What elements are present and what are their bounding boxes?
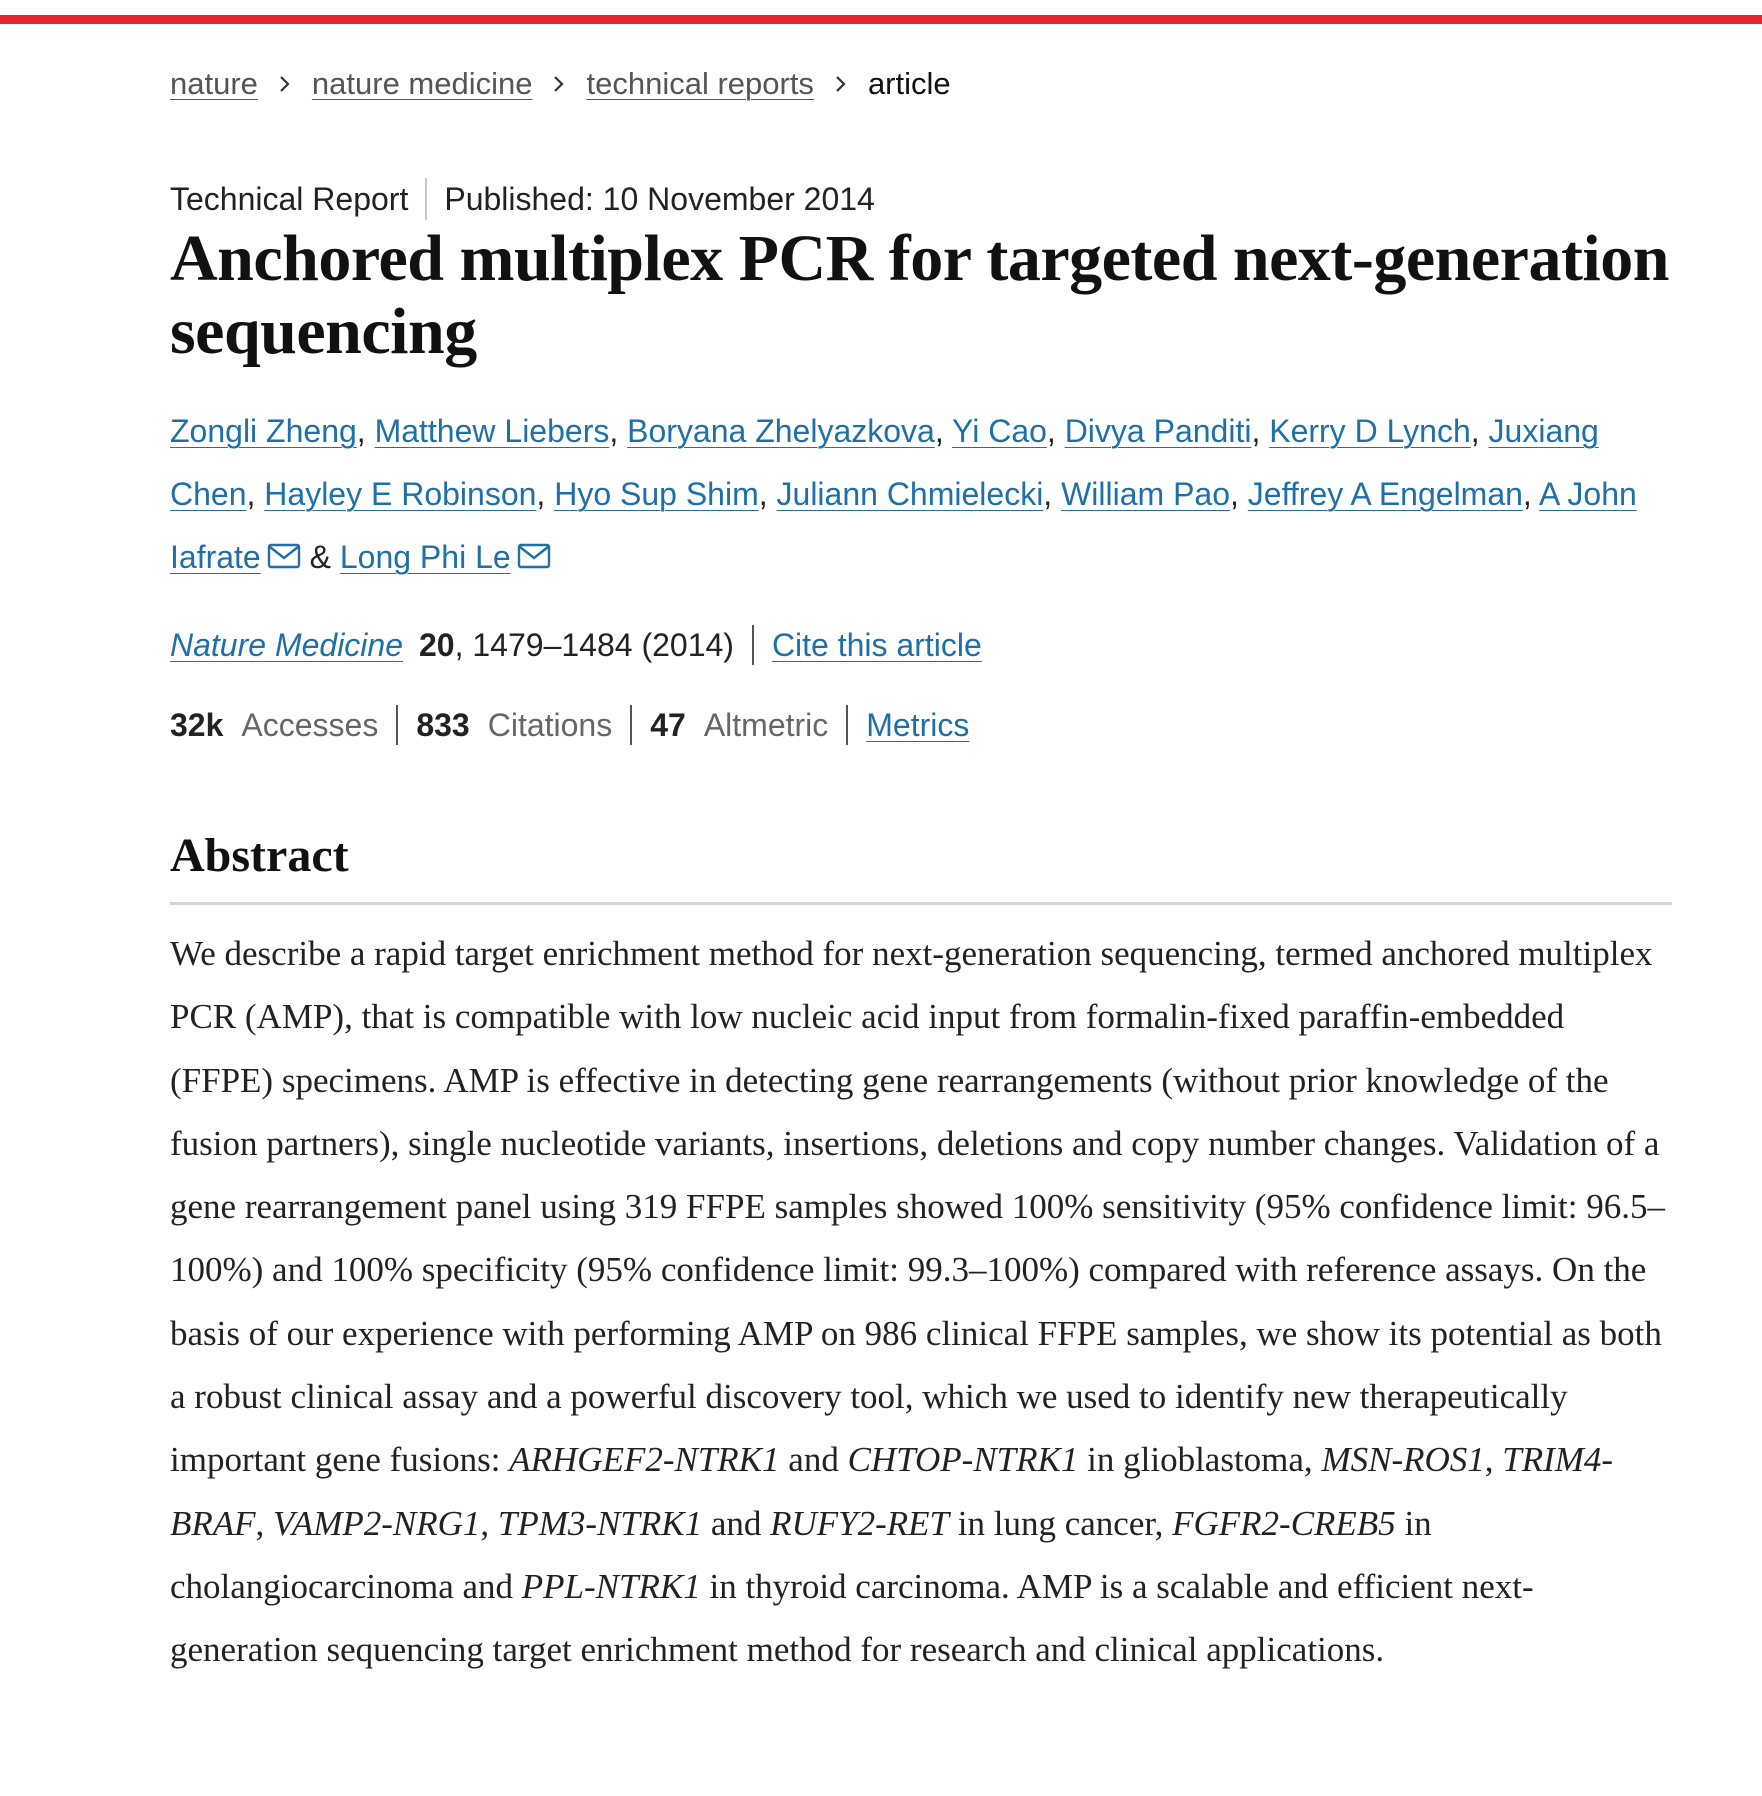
author-link[interactable]: Yi Cao — [952, 413, 1047, 449]
author-separator: , — [758, 476, 777, 512]
gene-fusion: VAMP2-NRG1 — [273, 1503, 481, 1543]
author-link[interactable]: Boryana Zhelyazkova — [627, 413, 935, 449]
abstract-text-segment: and — [779, 1440, 848, 1480]
abstract-text-segment: , — [255, 1503, 274, 1543]
corresponding-author-link[interactable]: Long Phi Le — [339, 539, 511, 575]
corresponding-author-link[interactable]: A John Iafrate — [170, 476, 1637, 575]
chevron-right-icon — [532, 75, 586, 93]
author-link[interactable]: Juxiang Chen — [170, 413, 1599, 512]
abstract-text-segment: in thyroid carcinoma. AMP is a scalable and efficient next-generation sequencing target enrichment method for research and clinical applications. — [170, 1566, 1534, 1670]
author-link[interactable]: Jeffrey A Engelman — [1247, 476, 1523, 512]
author-separator: , — [1470, 413, 1489, 449]
author-separator: , — [609, 413, 628, 449]
citation-divider — [752, 625, 754, 665]
gene-fusion: CHTOP-NTRK1 — [847, 1440, 1079, 1480]
breadcrumb-technical-reports[interactable]: technical reports — [586, 66, 814, 101]
chevron-right-icon — [258, 75, 312, 93]
gene-fusion: TRIM4-BRAF — [170, 1440, 1614, 1543]
author-separator: , — [1230, 476, 1248, 512]
journal-pages-year: , 1479–1484 (2014) — [454, 626, 734, 663]
author-link[interactable]: Divya Panditi — [1064, 413, 1252, 449]
breadcrumb-nature-medicine[interactable]: nature medicine — [311, 66, 533, 101]
abstract-heading: Abstract — [170, 829, 349, 882]
author-list — [170, 400, 1670, 589]
author-conjunction: & — [309, 539, 331, 575]
chevron-right-icon — [814, 75, 868, 93]
top-accent-bar — [0, 15, 1762, 24]
abstract-text-segment: and — [702, 1503, 771, 1543]
publication-date: Published: 10 November 2014 — [444, 180, 875, 217]
author-link[interactable]: Hayley E Robinson — [264, 476, 537, 512]
citations-count: 833 — [416, 706, 470, 743]
article-metrics — [170, 705, 969, 745]
author-separator: , — [1251, 413, 1270, 449]
metrics-link[interactable]: Metrics — [866, 706, 970, 743]
author-separator: , — [1522, 476, 1539, 512]
citation-line — [170, 625, 982, 665]
altmetric-label: Altmetric — [703, 706, 829, 743]
meta-divider — [425, 178, 427, 220]
author-link[interactable]: Matthew Liebers — [374, 413, 610, 449]
abstract-text-segment: , — [480, 1503, 498, 1543]
abstract-text — [170, 922, 1675, 1682]
journal-link[interactable]: Nature Medicine — [170, 626, 403, 663]
breadcrumb — [170, 66, 951, 102]
gene-fusion: ARHGEF2-NTRK1 — [509, 1440, 780, 1480]
author-link[interactable]: William Pao — [1061, 476, 1230, 512]
abstract-text-segment: , — [1484, 1440, 1503, 1480]
article-title: Anchored multiplex PCR for targeted next-generation sequencing — [170, 222, 1669, 368]
author-separator: , — [536, 476, 555, 512]
mail-icon[interactable] — [261, 539, 301, 575]
journal-volume: 20 — [419, 626, 455, 663]
author-separator: , — [1046, 413, 1065, 449]
accesses-count: 32k — [170, 706, 224, 743]
gene-fusion: MSN-ROS1 — [1321, 1440, 1485, 1480]
gene-fusion: FGFR2-CREB5 — [1172, 1503, 1396, 1543]
author-link[interactable]: Zongli Zheng — [170, 413, 357, 449]
mail-icon[interactable] — [511, 539, 551, 575]
author-separator: , — [246, 476, 265, 512]
article-meta — [170, 178, 875, 220]
gene-fusion: PPL-NTRK1 — [521, 1566, 701, 1606]
article-type: Technical Report — [170, 180, 409, 217]
author-separator: , — [1043, 476, 1062, 512]
cite-this-article-link[interactable]: Cite this article — [771, 626, 982, 663]
author-link[interactable]: Juliann Chmielecki — [776, 476, 1044, 512]
abstract-text-segment: in glioblastoma, — [1078, 1440, 1322, 1480]
author-separator: , — [356, 413, 375, 449]
breadcrumb-nature[interactable]: nature — [170, 66, 258, 101]
accesses-label: Accesses — [241, 706, 379, 743]
author-separator: , — [934, 413, 953, 449]
abstract-text-segment: in cholangiocarcinoma and — [170, 1503, 1432, 1606]
metrics-divider — [846, 705, 848, 745]
abstract-divider — [170, 902, 1672, 905]
altmetric-score: 47 — [650, 706, 686, 743]
metrics-divider — [630, 705, 632, 745]
citations-label: Citations — [487, 706, 613, 743]
gene-fusion: RUFY2-RET — [770, 1503, 950, 1543]
breadcrumb-current: article — [867, 66, 951, 101]
abstract-text-segment: We describe a rapid target enrichment method for next-generation sequencing, termed anchored multiplex PCR (AMP), that is compatible with low nucleic acid input from formalin-fixed paraffin-embedded (FFPE) specimens. AMP is effective in detecting gene rearrangements (without prior knowledge of the fusion partners), single nucleotide variants, insertions, deletions and copy number changes. Validation of a gene rearrangement panel using 319 FFPE samples showed 100% sensitivity (95% confidence limit: 96.5–100%) and 100% specificity (95% confidence limit: 99.3–100%) compared with reference assays. On the basis of our experience with performing AMP on 986 clinical FFPE samples, we show its potential as both a robust clinical assay and a powerful discovery tool, which we used to identify new therapeutically important gene fusions: — [170, 934, 1665, 1480]
author-link[interactable]: Kerry D Lynch — [1269, 413, 1471, 449]
author-link[interactable]: Hyo Sup Shim — [554, 476, 759, 512]
abstract-text-segment: in lung cancer, — [949, 1503, 1173, 1543]
metrics-divider — [396, 705, 398, 745]
gene-fusion: TPM3-NTRK1 — [497, 1503, 703, 1543]
